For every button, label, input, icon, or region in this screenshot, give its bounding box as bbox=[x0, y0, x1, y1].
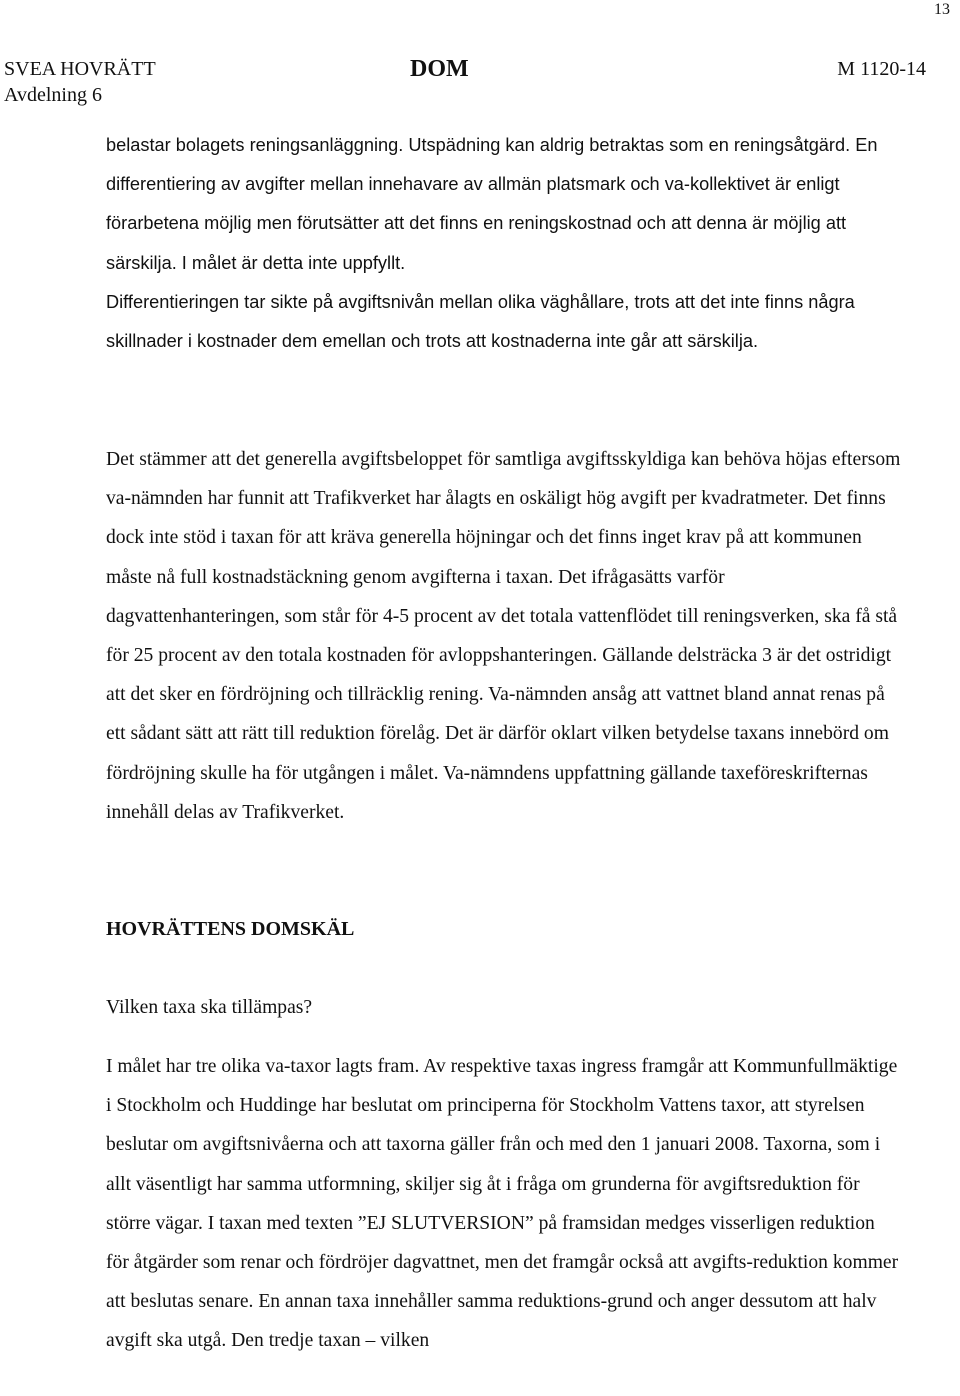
paragraph-2: Det stämmer att det generella avgiftsbeloppet för samtliga avgiftsskyldiga kan behöva höjas eftersom va-nämnden har funnit att Trafikverket har ålagts en oskäligt hög avgift per kvadratmeter. Det finns dock inte stöd i taxan för att kräva generella höjningar och det finns inget krav på att kommunen måste nå full kostnadstäckning genom avgifterna i taxan. Det ifrågasätts varför dagvattenhanteringen, som står för 4-5 procent av det totala vattenflödet till reningsverken, ska få stå för 25 procent av den totala kostnaden för avloppshanteringen. Gällande delsträcka 3 är det ostridigt att det sker en fördröjning och tillräcklig rening. Va-nämnden ansåg att vattnet bland annat renas på ett sådant sätt att rätt till reduktion förelåg. Det är därför oklart vilken betydelse taxans innebörd om fördröjning skulle ha för utgången i målet. Va-nämndens uppfattning gällande taxeföreskrifternas innehåll delas av Trafikverket. bbox=[106, 449, 901, 823]
court-name: SVEA HOVRÄTT bbox=[4, 58, 156, 80]
section-subheading: Vilken taxa ska tillämpas? bbox=[106, 997, 313, 1018]
paragraph-3: I målet har tre olika va-taxor lagts fram. Av respektive taxas ingress framgår att Kommunfullmäktige i Stockholm och Huddinge har beslutat om principerna för Stockholm Vattens taxor, att styrelsen beslutar om avgiftsnivåerna och att taxorna gäller från och med den 1 januari 2008. Taxorna, som i allt väsentligt har samma utformning, skiljer sig åt i fråga om grunderna för avgiftsreduktion för större vägar. I taxan med texten ”EJ SLUTVERSION” på framsidan medges visserligen reduktion för åtgärder som renar och fördröjer dagvattnet, men det framgår också att avgifts-reduktion kommer att beslutas senare. En annan taxa innehåller samma reduktions-grund och anger dessutom att halv avgift ska utgå. Den tredje taxan – vilken bbox=[106, 1056, 899, 1352]
document-type: DOM bbox=[410, 56, 469, 82]
page-number: 13 bbox=[934, 1, 950, 18]
header-left bbox=[4, 56, 156, 108]
section-heading: HOVRÄTTENS DOMSKÄL bbox=[106, 918, 355, 940]
court-division: Avdelning 6 bbox=[4, 84, 102, 106]
case-number: M 1120-14 bbox=[837, 58, 926, 80]
paragraph-sans-1: belastar bolagets reningsanläggning. Utspädning kan aldrig betraktas som en reningsåtgärd. En differentiering av avgifter mellan innehavare av allmän platsmark och va-kollektivet är enligt förarbetena möjlig men förutsätter att det finns en reningskostnad och att denna är möjlig att särskilja. I målet är detta inte uppfyllt. bbox=[106, 135, 878, 273]
paragraph-sans-2: Differentieringen tar sikte på avgiftsnivån mellan olika väghållare, trots att det inte finns några skillnader i kostnader dem emellan och trots att kostnaderna inte går att särskilja. bbox=[106, 292, 855, 352]
